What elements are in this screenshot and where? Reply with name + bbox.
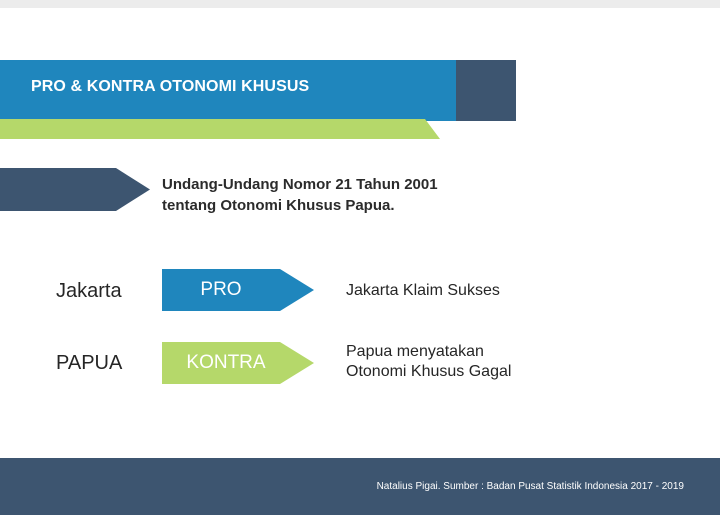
title-underline-stripe <box>0 119 440 139</box>
kontra-tag-label: KONTRA <box>186 352 266 373</box>
top-strip <box>0 0 720 8</box>
papua-statement <box>346 342 511 382</box>
papua-statement-line-1: Papua menyatakan <box>346 343 484 360</box>
pro-tag-label: PRO <box>200 279 242 300</box>
title-accent-box <box>456 60 516 121</box>
source-credit: Natalius Pigai. Sumber : Badan Pusat Statistik Indonesia 2017 - 2019 <box>376 481 684 492</box>
intro-arrow-shape <box>0 168 150 211</box>
law-reference <box>162 174 438 216</box>
page-title: PRO & KONTRA OTONOMI KHUSUS <box>31 78 310 95</box>
jakarta-claim-text: Jakarta Klaim Sukses <box>346 282 500 299</box>
papua-statement-line-2: Otonomi Khusus Gagal <box>346 363 512 380</box>
footer-bar <box>0 458 720 515</box>
region-label-papua: PAPUA <box>56 352 123 374</box>
law-reference-line-1: Undang-Undang Nomor 21 Tahun 2001 <box>162 176 438 193</box>
region-label-jakarta: Jakarta <box>56 280 122 302</box>
law-reference-line-2: tentang Otonomi Khusus Papua. <box>162 197 395 214</box>
